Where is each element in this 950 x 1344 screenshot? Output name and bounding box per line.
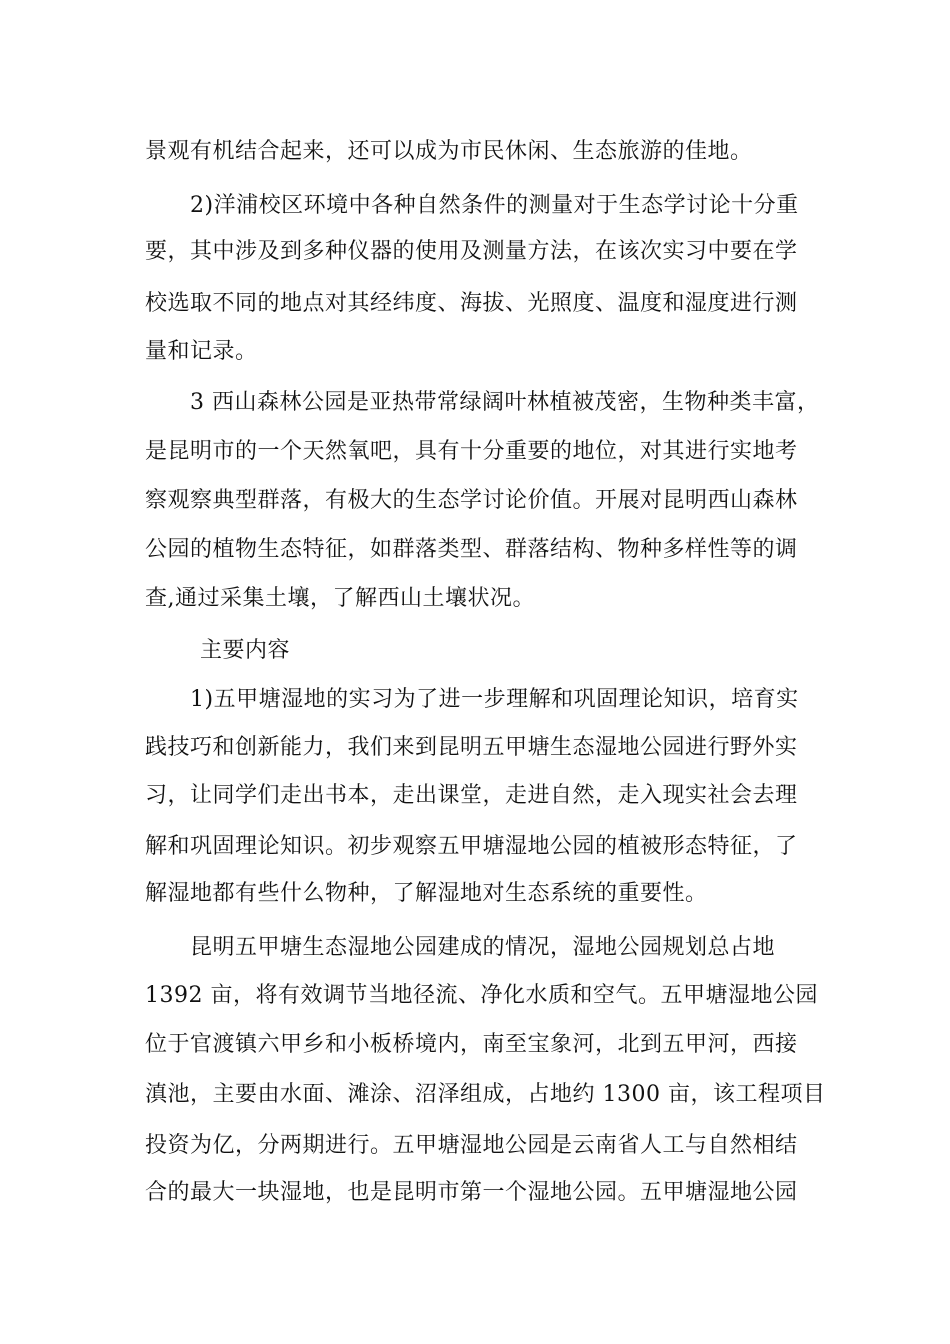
text-line: 投资为亿，分两期进行。五甲塘湿地公园是云南省人工与自然相结: [145, 1133, 798, 1158]
text-line: 公园的植物生态特征，如群落类型、群落结构、物种多样性等的调: [145, 537, 798, 562]
section-heading: 主要内容: [200, 638, 291, 663]
text-line: 合的最大一块湿地，也是昆明市第一个湿地公园。五甲塘湿地公园: [145, 1180, 798, 1205]
text-line: 习，让同学们走出书本，走出课堂，走进自然，走入现实社会去理: [145, 783, 798, 808]
text-line: 解湿地都有些什么物种，了解湿地对生态系统的重要性。: [145, 881, 708, 906]
text-line: 量和记录。: [145, 339, 258, 364]
text-line: 1)五甲塘湿地的实习为了进一步理解和巩固理论知识，培育实: [190, 687, 799, 712]
text-line: 要，其中涉及到多种仪器的使用及测量方法，在该次实习中要在学: [145, 239, 798, 264]
text-line: 践技巧和创新能力，我们来到昆明五甲塘生态湿地公园进行野外实: [145, 735, 798, 760]
text-line: 位于官渡镇六甲乡和小板桥境内，南至宝象河，北到五甲河，西接: [145, 1032, 798, 1057]
text-line: 滇池，主要由水面、滩涂、沼泽组成，占地约 1300 亩，该工程项目: [145, 1082, 826, 1107]
text-line: 察观察典型群落，有极大的生态学讨论价值。开展对昆明西山森林: [145, 488, 798, 513]
text-line: 景观有机结合起来，还可以成为市民休闲、生态旅游的佳地。: [145, 139, 753, 164]
text-line: 3 西山森林公园是亚热带常绿阔叶林植被茂密，生物种类丰富，: [190, 390, 820, 415]
text-line: 昆明五甲塘生态湿地公园建成的情况，湿地公园规划总占地: [190, 935, 776, 960]
text-line: 查,通过采集土壤，了解西山土壤状况。: [145, 586, 535, 611]
text-line: 2)洋浦校区环境中各种自然条件的测量对于生态学讨论十分重: [190, 193, 799, 218]
text-line: 是昆明市的一个天然氧吧，具有十分重要的地位，对其进行实地考: [145, 439, 798, 464]
text-line: 1392 亩，将有效调节当地径流、净化水质和空气。五甲塘湿地公园: [145, 983, 818, 1008]
text-line: 解和巩固理论知识。初步观察五甲塘湿地公园的植被形态特征，了: [145, 834, 798, 859]
text-line: 校选取不同的地点对其经纬度、海拔、光照度、温度和湿度进行测: [145, 291, 798, 316]
